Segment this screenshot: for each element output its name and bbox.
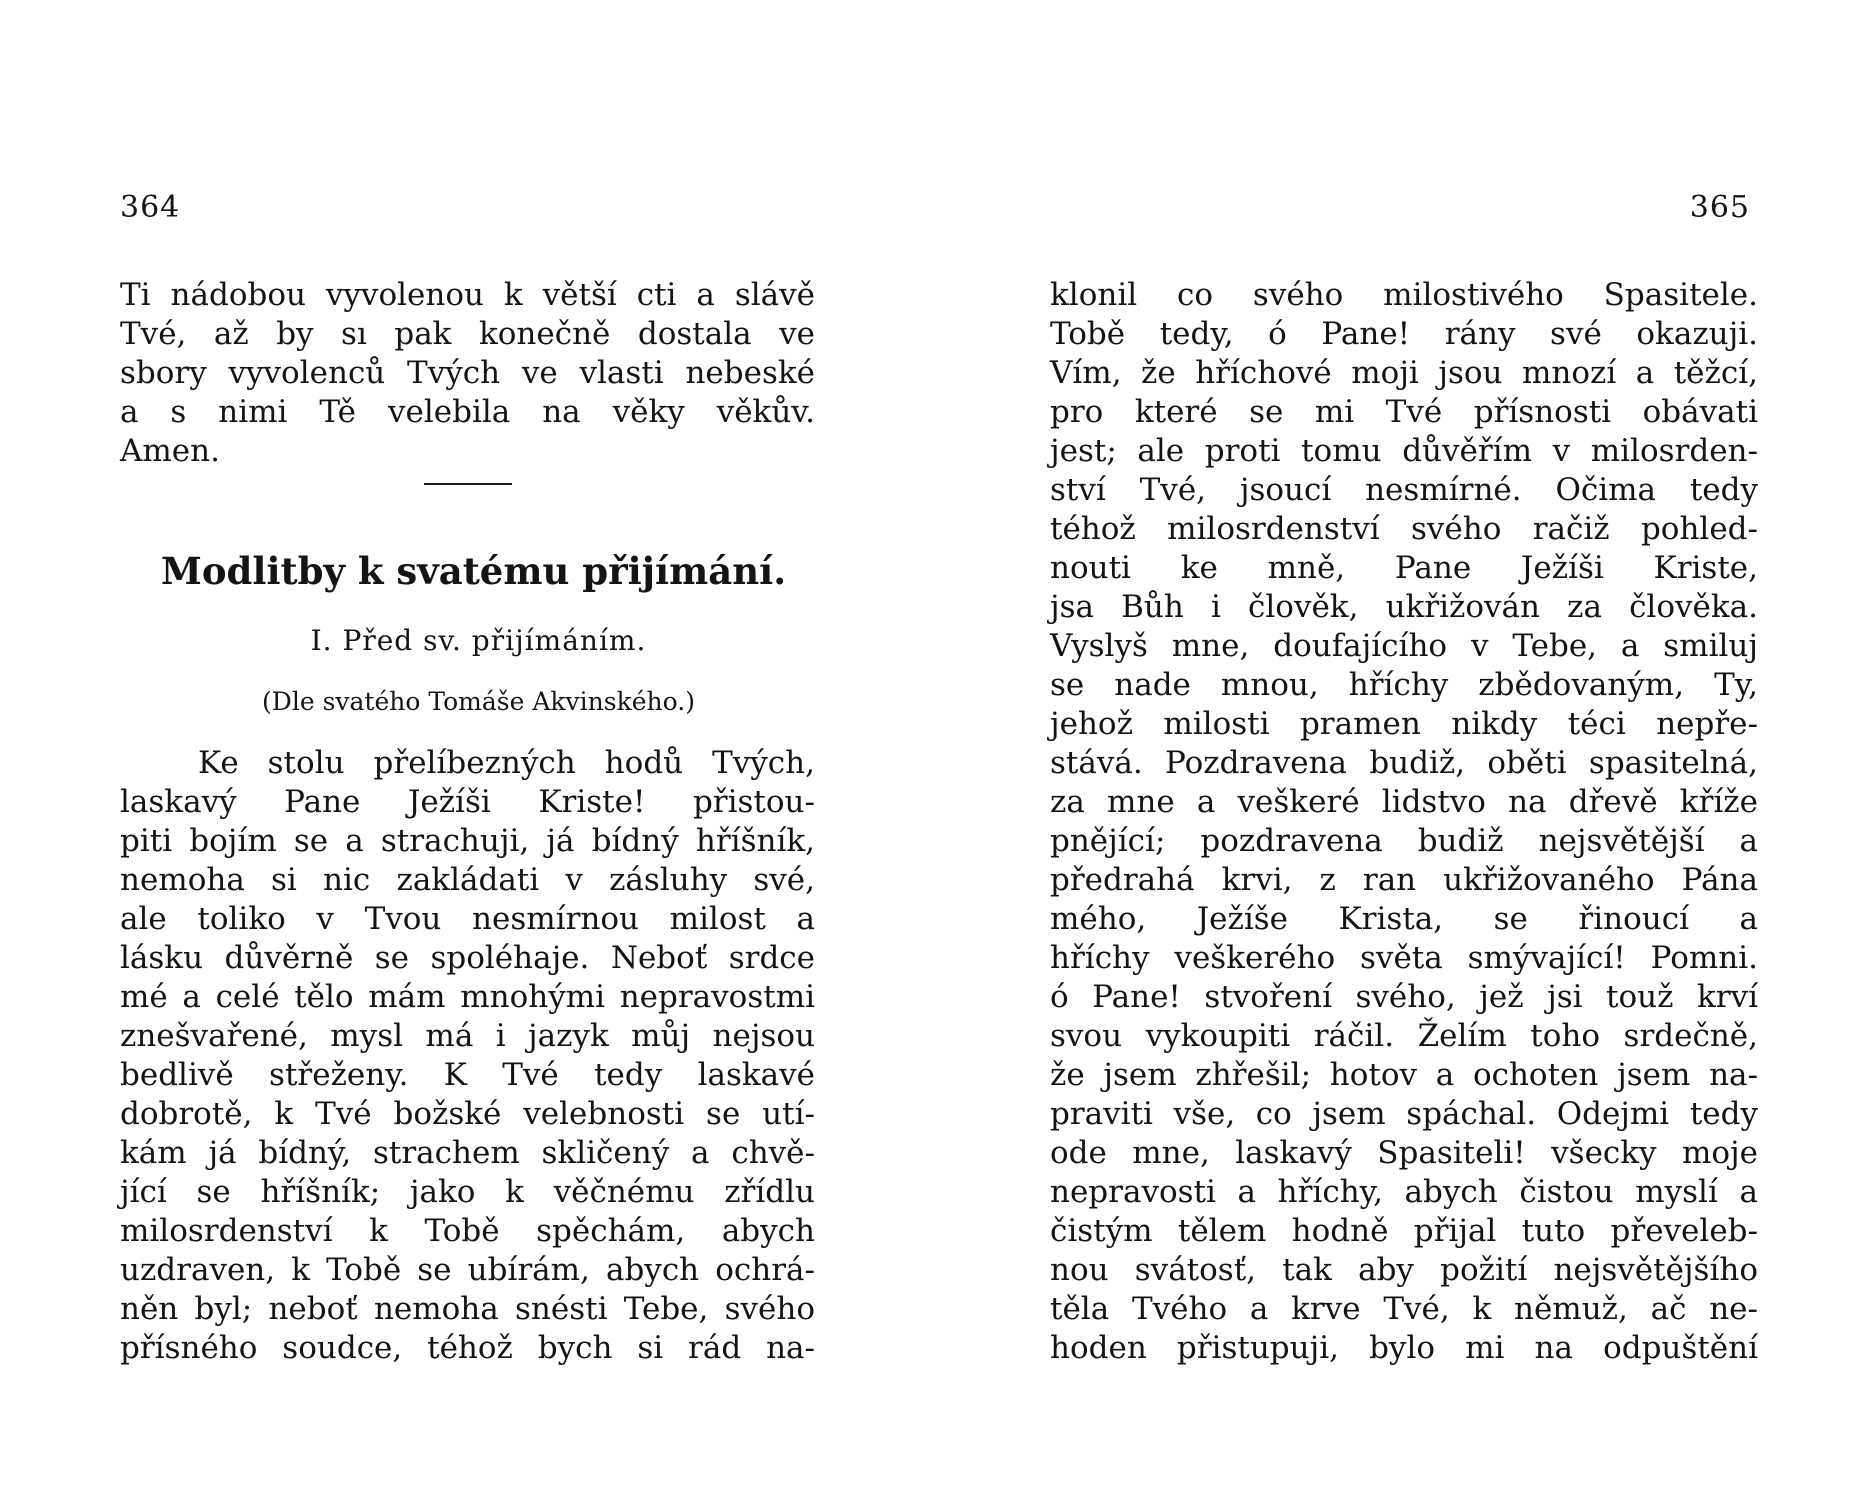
opening-paragraph xyxy=(120,276,815,471)
text-line: sbory vyvolenců Tvých ve vlasti nebeské xyxy=(120,355,815,391)
section-title: Modlitby k svatému přijímání. xyxy=(160,549,787,593)
text-line: znešvařené, mysl má i jazyk můj nejsou xyxy=(120,1018,815,1054)
text-line: těla Tvého a krve Tvé, k němuž, ač ne- xyxy=(1050,1291,1758,1327)
right-page xyxy=(927,0,1854,1500)
text-line: pro které se mi Tvé přísnosti obávati xyxy=(1050,394,1758,430)
text-line: Ti nádobou vyvolenou k větší cti a slávě xyxy=(120,277,815,313)
text-line: Vyslyš mne, doufajícího v Tebe, a smiluj xyxy=(1050,628,1758,664)
text-line: něn byl; neboť nemoha snésti Tebe, svého xyxy=(120,1291,815,1327)
text-line: lásku důvěrně se spoléhaje. Neboť srdce xyxy=(120,940,815,976)
text-line: Amen. xyxy=(120,433,220,469)
page-number-right: 365 xyxy=(1689,190,1750,225)
text-line: ale toliko v Tvou nesmírnou milost a xyxy=(120,901,815,937)
text-line: klonil co svého milostivého Spasitele. xyxy=(1050,277,1758,313)
text-line: nou svátosť, tak aby požití nejsvětějšího xyxy=(1050,1252,1758,1288)
text-line: stává. Pozdravena budiž, oběti spasitelná, xyxy=(1050,745,1758,781)
text-line: milosrdenství k Tobě spěchám, abych xyxy=(120,1213,815,1249)
text-line: bedlivě střeženy. K Tvé tedy laskavé xyxy=(120,1057,815,1093)
text-line: nemoha si nic zakládati v zásluhy své, xyxy=(120,862,815,898)
text-line: a s nimi Tě velebila na věky věkův. xyxy=(120,394,815,430)
text-line: praviti vše, co jsem spáchal. Odejmi tedy xyxy=(1050,1096,1758,1132)
text-line: nouti ke mně, Pane Ježíši Kriste, xyxy=(1050,550,1758,586)
text-line: čistým tělem hodně přijal tuto převeleb- xyxy=(1050,1213,1758,1249)
prayer-paragraph xyxy=(120,744,815,1368)
text-line: ství Tvé, jsoucí nesmírné. Očima tedy xyxy=(1050,472,1758,508)
text-line: ode mne, laskavý Spasiteli! všecky moje xyxy=(1050,1135,1758,1171)
text-line: laskavý Pane Ježíši Kriste! přistou- xyxy=(120,784,815,820)
subsection-title: I. Před sv. přijímáním. xyxy=(310,624,647,657)
text-line: dobrotě, k Tvé božské velebnosti se utí- xyxy=(120,1096,815,1132)
text-line: uzdraven, k Tobě se ubírám, abych ochrá- xyxy=(120,1252,815,1288)
text-line: jsa Bůh i člověk, ukřižován za člověka. xyxy=(1050,589,1758,625)
text-line: jest; ale proti tomu důvěřím v milosrden- xyxy=(1050,433,1758,469)
text-line: Tvé, až by sı pak konečně dostala ve xyxy=(120,316,815,352)
page-number-left: 364 xyxy=(120,190,181,225)
text-line: kám já bídný, strachem skličený a chvě- xyxy=(120,1135,815,1171)
continued-paragraph xyxy=(1050,276,1758,1368)
text-line: ó Pane! stvoření svého, jež jsi touž krví xyxy=(1050,979,1758,1015)
text-line: hoden přistupuji, bylo mi na odpuštění xyxy=(1050,1330,1758,1366)
text-line: hříchy veškerého světa smývající! Pomni. xyxy=(1050,940,1758,976)
attribution: (Dle svatého Tomáše Akvinského.) xyxy=(262,687,695,716)
text-line: mé a celé tělo mám mnohými nepravostmi xyxy=(120,979,815,1015)
text-line: pnějící; pozdravena budiž nejsvětější a xyxy=(1050,823,1758,859)
text-line: piti bojím se a strachuji, já bídný hříšník, xyxy=(120,823,815,859)
text-line: Tobě tedy, ó Pane! rány své okazuji. xyxy=(1050,316,1758,352)
text-line: předrahá krvi, z ran ukřižovaného Pána xyxy=(1050,862,1758,898)
text-line: nepravosti a hříchy, abych čistou myslí a xyxy=(1050,1174,1758,1210)
section-divider xyxy=(424,483,512,485)
text-line: že jsem zhřešil; hotov a ochoten jsem na- xyxy=(1050,1057,1758,1093)
text-line: jící se hříšník; jako k věčnému zřídlu xyxy=(120,1174,815,1210)
text-line: téhož milosrdenství svého račiž pohled- xyxy=(1050,511,1758,547)
text-line: za mne a veškeré lidstvo na dřevě kříže xyxy=(1050,784,1758,820)
text-line: Ke stolu přelíbezných hodů Tvých, xyxy=(198,745,815,781)
text-line: přísného soudce, téhož bych si rád na- xyxy=(120,1330,815,1366)
text-line: mého, Ježíše Krista, se řinoucí a xyxy=(1050,901,1758,937)
text-line: Vím, že hříchové moji jsou mnozí a těžcí, xyxy=(1050,355,1758,391)
text-line: svou vykoupiti ráčil. Želím toho srdečně, xyxy=(1050,1018,1758,1054)
text-line: se nade mnou, hříchy zbědovaným, Ty, xyxy=(1050,667,1758,703)
text-line: jehož milosti pramen nikdy téci nepře- xyxy=(1050,706,1758,742)
